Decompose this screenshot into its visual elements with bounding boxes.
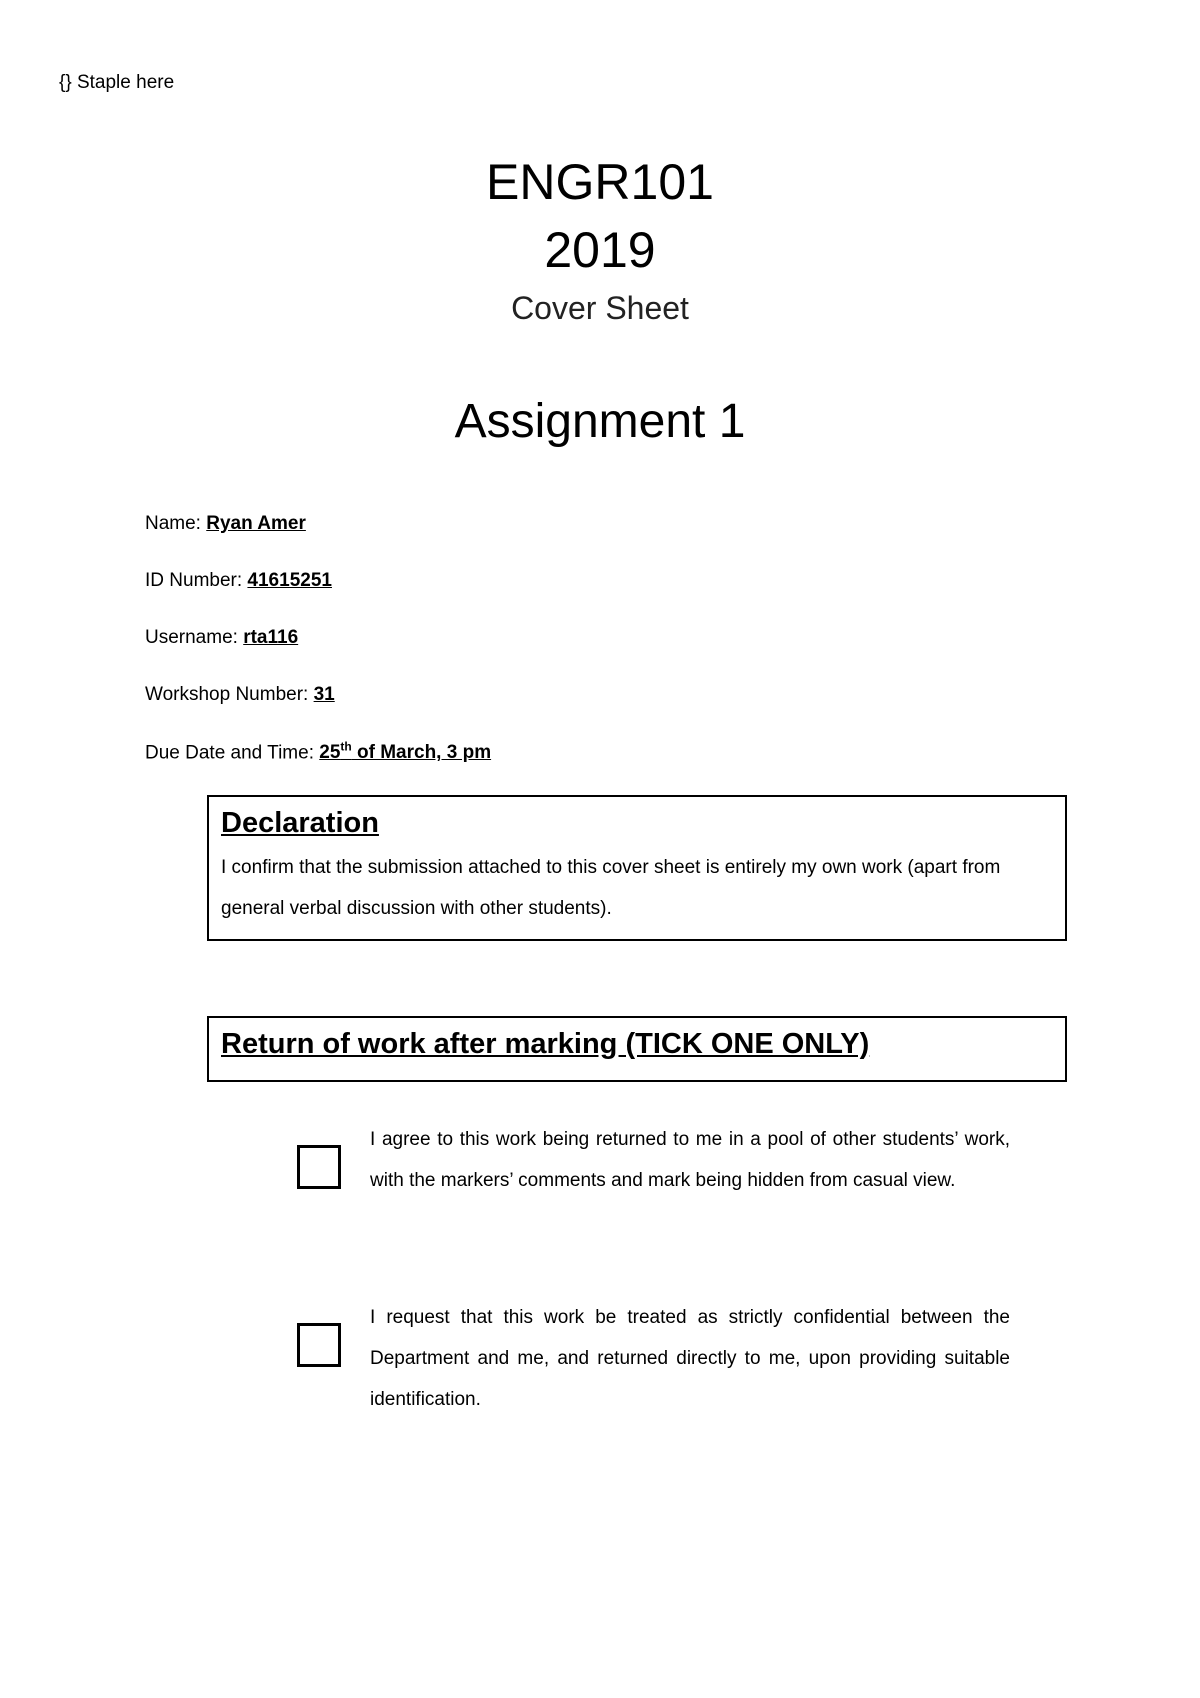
confidential-return-option-text: I request that this work be treated as strictly confidential between the Department and me, and returned directly to me, upon providing suitable identification.: [370, 1307, 1010, 1410]
return-of-work-box: [207, 1016, 1067, 1082]
due-date-rest: of March, 3 pm: [351, 742, 492, 764]
workshop-number-field: [145, 684, 335, 706]
pool-return-option-text: I agree to this work being returned to me in a pool of other students’ work, with the markers’ comments and mark being hidden from casual view.: [370, 1129, 1010, 1191]
return-of-work-title: Return of work after marking (TICK ONE ONLY): [221, 1028, 870, 1060]
due-date-field: [145, 740, 491, 764]
declaration-title: Declaration: [221, 807, 379, 839]
pool-return-checkbox[interactable]: [297, 1145, 341, 1189]
declaration-box: [207, 795, 1067, 941]
name-value: Ryan Amer: [206, 513, 306, 534]
due-day: 25: [319, 742, 341, 764]
declaration-text: I confirm that the submission attached to this cover sheet is entirely my own work (apart from general verbal discussion with other students).: [221, 857, 1001, 919]
cover-sheet-subtitle: Cover Sheet: [511, 290, 689, 326]
id-number-value: 41615251: [247, 570, 332, 591]
due-day-suffix: th: [340, 740, 352, 754]
course-year: 2019: [544, 222, 656, 278]
course-code: ENGR101: [486, 154, 714, 210]
username-field: [145, 627, 298, 649]
due-date-label: Due Date and Time:: [145, 742, 320, 764]
username-value: rta116: [243, 627, 299, 648]
assignment-title: Assignment 1: [454, 395, 746, 448]
name-label: Name:: [145, 513, 207, 534]
id-number-label: ID Number:: [145, 570, 248, 591]
due-date-value: [319, 742, 491, 763]
staple-here-label: {} Staple here: [59, 72, 175, 93]
name-field: [145, 513, 306, 535]
username-label: Username:: [145, 627, 244, 648]
workshop-number-label: Workshop Number:: [145, 684, 314, 705]
id-number-field: [145, 570, 332, 592]
workshop-number-value: 31: [313, 684, 335, 705]
confidential-return-checkbox[interactable]: [297, 1323, 341, 1367]
